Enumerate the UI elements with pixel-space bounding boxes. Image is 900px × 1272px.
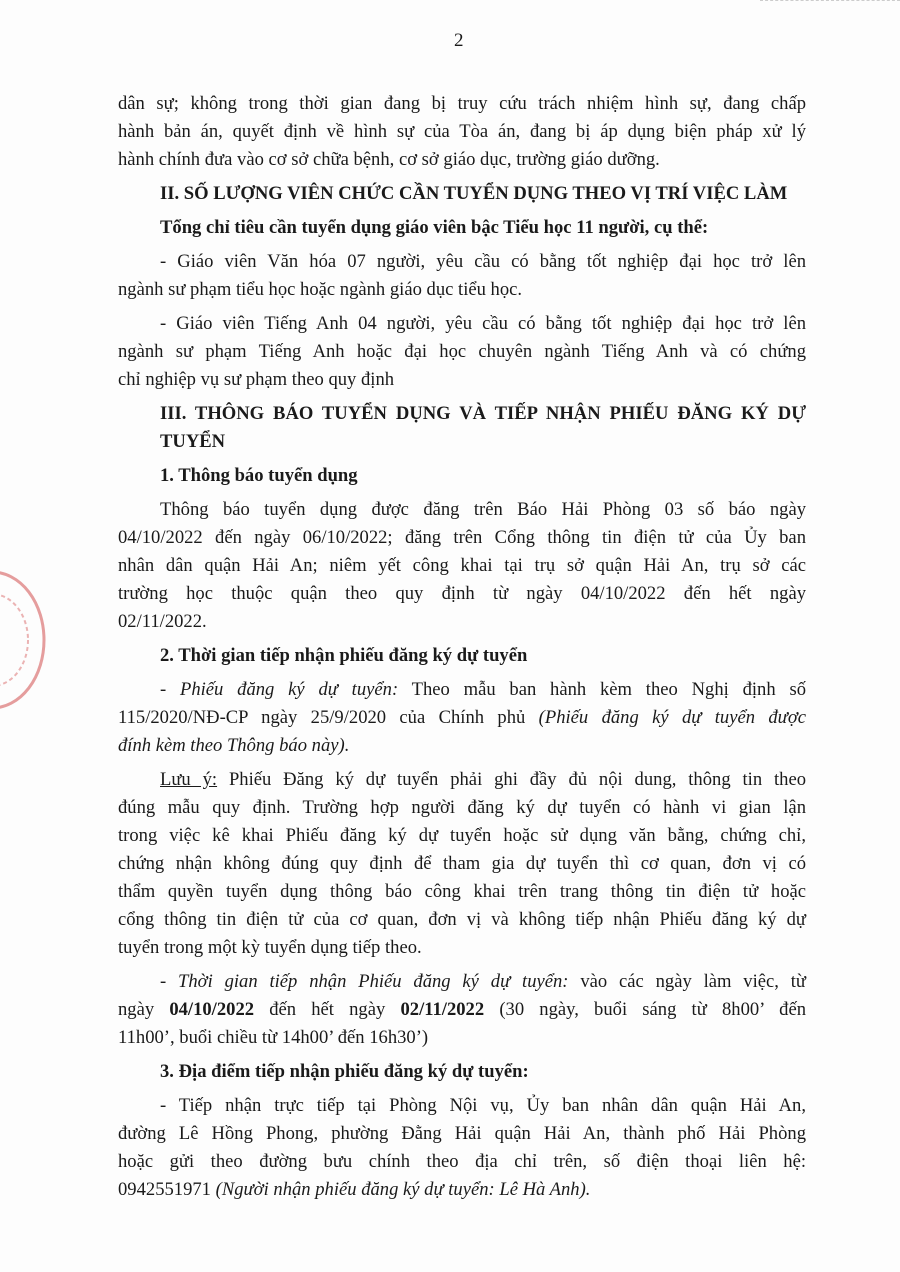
section-heading [118,214,806,242]
text-run: dân sự; không trong thời gian đang bị truy cứu trách nhiệm hình sự, đang chấp [118,93,806,114]
paragraph [118,248,806,304]
text-line [118,146,806,174]
text-line [118,1092,806,1120]
text-run: nhân dân quận Hải An; niêm yết công khai tại trụ sở quận Hải An, trụ sở các [118,555,806,576]
text-run: hành bản án, quyết định về hình sự của Tòa án, đang bị áp dụng biện pháp xử lý [118,121,806,142]
text-line [118,552,806,580]
text-line [118,968,806,996]
text-run: đến hết ngày [254,999,401,1020]
paragraph [118,310,806,394]
text-line [118,400,806,456]
section-heading [118,642,806,670]
text-line [118,906,806,934]
text-run: Lưu ý: [160,769,218,790]
text-run: đúng mẫu quy định. Trường hợp người đăng ký dự tuyển có hành vi gian lận [118,797,806,818]
text-line [118,248,806,276]
text-run: ngày [118,999,170,1020]
text-line [118,850,806,878]
section-heading [118,180,806,208]
text-line [118,90,806,118]
scan-artifact [760,0,900,12]
text-run: 115/2020/NĐ-CP ngày 25/9/2020 của Chính phủ [118,707,539,728]
text-run: Theo mẫu ban hành kèm theo Nghị định số [398,679,806,700]
text-line [118,180,806,208]
text-run: trường học thuộc quận theo quy định từ ngày 04/10/2022 đến hết ngày [118,583,806,604]
text-line [118,732,806,760]
page-number: 2 [454,30,464,51]
text-line [118,608,806,636]
text-run: ngành sư phạm Tiếng Anh hoặc đại học chuyên ngành Tiếng Anh và có chứng [118,341,806,362]
text-run: tuyển trong một kỳ tuyển dụng tiếp theo. [118,937,422,958]
text-run: 02/11/2022. [118,611,207,632]
paragraph [118,676,806,760]
text-run: - Tiếp nhận trực tiếp tại Phòng Nội vụ, Ủy ban nhân dân quận Hải An, [160,1095,806,1116]
text-run: hành chính đưa vào cơ sở chữa bệnh, cơ sở giáo dục, trường giáo dưỡng. [118,149,660,170]
text-run: 04/10/2022 đến ngày 06/10/2022; đăng trên Cổng thông tin điện tử của Ủy ban [118,527,806,548]
text-run: - Giáo viên Văn hóa 07 người, yêu cầu có bằng tốt nghiệp đại học trở lên [160,251,806,272]
text-run: 11h00’, buổi chiều từ 14h00’ đến 16h30’) [118,1027,429,1048]
text-line [118,822,806,850]
text-line [118,338,806,366]
paragraph [118,90,806,174]
text-run: - Giáo viên Tiếng Anh 04 người, yêu cầu có bằng tốt nghiệp đại học trở lên [160,313,806,334]
text-line [118,214,806,242]
text-run: - Thời gian tiếp nhận Phiếu đăng ký dự tuyển: [160,971,569,992]
text-run: 1. Thông báo tuyển dụng [160,465,358,486]
text-line [118,766,806,794]
text-run: đường Lê Hồng Phong, phường Đằng Hải quận Hải An, thành phố Hải Phòng [118,1123,806,1144]
text-run: - Phiếu đăng ký dự tuyển: [160,679,399,700]
text-run: 04/10/2022 [169,999,255,1020]
text-line [118,1148,806,1176]
text-line [118,1120,806,1148]
text-line [118,310,806,338]
paragraph [118,766,806,962]
text-run: thẩm quyền tuyển dụng thông báo công khai trên trang thông tin điện tử hoặc [118,881,806,902]
text-line [118,676,806,704]
paragraph [118,496,806,636]
paragraph [118,1092,806,1204]
text-run: 0942551971 [118,1179,216,1200]
text-line [118,496,806,524]
document-body [118,86,806,1204]
paragraph [118,968,806,1052]
section-heading [118,462,806,490]
text-run: vào các ngày làm việc, từ [568,971,806,992]
text-run: (Phiếu đăng ký dự tuyển được [538,707,806,728]
red-seal-stamp [0,565,50,715]
text-run: cổng thông tin điện tử của cơ quan, đơn vị và không tiếp nhận Phiếu đăng ký dự [118,909,806,930]
text-run: ngành sư phạm tiểu học hoặc ngành giáo dục tiểu học. [118,279,523,300]
text-run: đính kèm theo Thông báo này). [118,735,350,756]
text-line [118,642,806,670]
text-run: (30 ngày, buổi sáng từ 8h00’ đến [484,999,806,1020]
text-run: chứng nhận không đúng quy định để tham gia dự tuyển thì cơ quan, đơn vị có [118,853,806,874]
text-run: 2. Thời gian tiếp nhận phiếu đăng ký dự tuyển [160,645,528,666]
text-line [118,878,806,906]
text-line [118,580,806,608]
text-run: II. SỐ LƯỢNG VIÊN CHỨC CẦN TUYỂN DỤNG THEO VỊ TRÍ VIỆC LÀM [160,183,788,204]
text-run: hoặc gửi theo đường bưu chính theo địa chỉ trên, số điện thoại liên hệ: [118,1151,806,1172]
text-run: chỉ nghiệp vụ sư phạm theo quy định [118,369,395,390]
text-line [118,704,806,732]
text-run: Tổng chỉ tiêu cần tuyển dụng giáo viên bậc Tiểu học 11 người, cụ thể: [160,217,709,238]
text-line [118,462,806,490]
text-line [118,1024,806,1052]
text-line [118,1176,806,1204]
text-run: trong việc kê khai Phiếu đăng ký dự tuyển hoặc sử dụng văn bằng, chứng chỉ, [118,825,806,846]
text-line [118,276,806,304]
text-run: (Người nhận phiếu đăng ký dự tuyển: Lê Hà Anh). [215,1179,591,1200]
text-line [118,118,806,146]
text-run: 02/11/2022 [400,999,485,1020]
text-line [118,1058,806,1086]
text-run: Thông báo tuyển dụng được đăng trên Báo Hải Phòng 03 số báo ngày [160,499,806,520]
text-line [118,366,806,394]
text-run: 3. Địa điểm tiếp nhận phiếu đăng ký dự tuyển: [160,1061,529,1082]
section-heading [118,1058,806,1086]
text-line [118,794,806,822]
text-run: Phiếu Đăng ký dự tuyển phải ghi đầy đủ nội dung, thông tin theo [217,769,806,790]
text-run: III. THÔNG BÁO TUYỂN DỤNG VÀ TIẾP NHẬN PHIẾU ĐĂNG KÝ DỰ TUYỂN [160,403,806,452]
text-line [118,996,806,1024]
section-heading [118,400,806,456]
text-line [118,934,806,962]
text-line [118,524,806,552]
